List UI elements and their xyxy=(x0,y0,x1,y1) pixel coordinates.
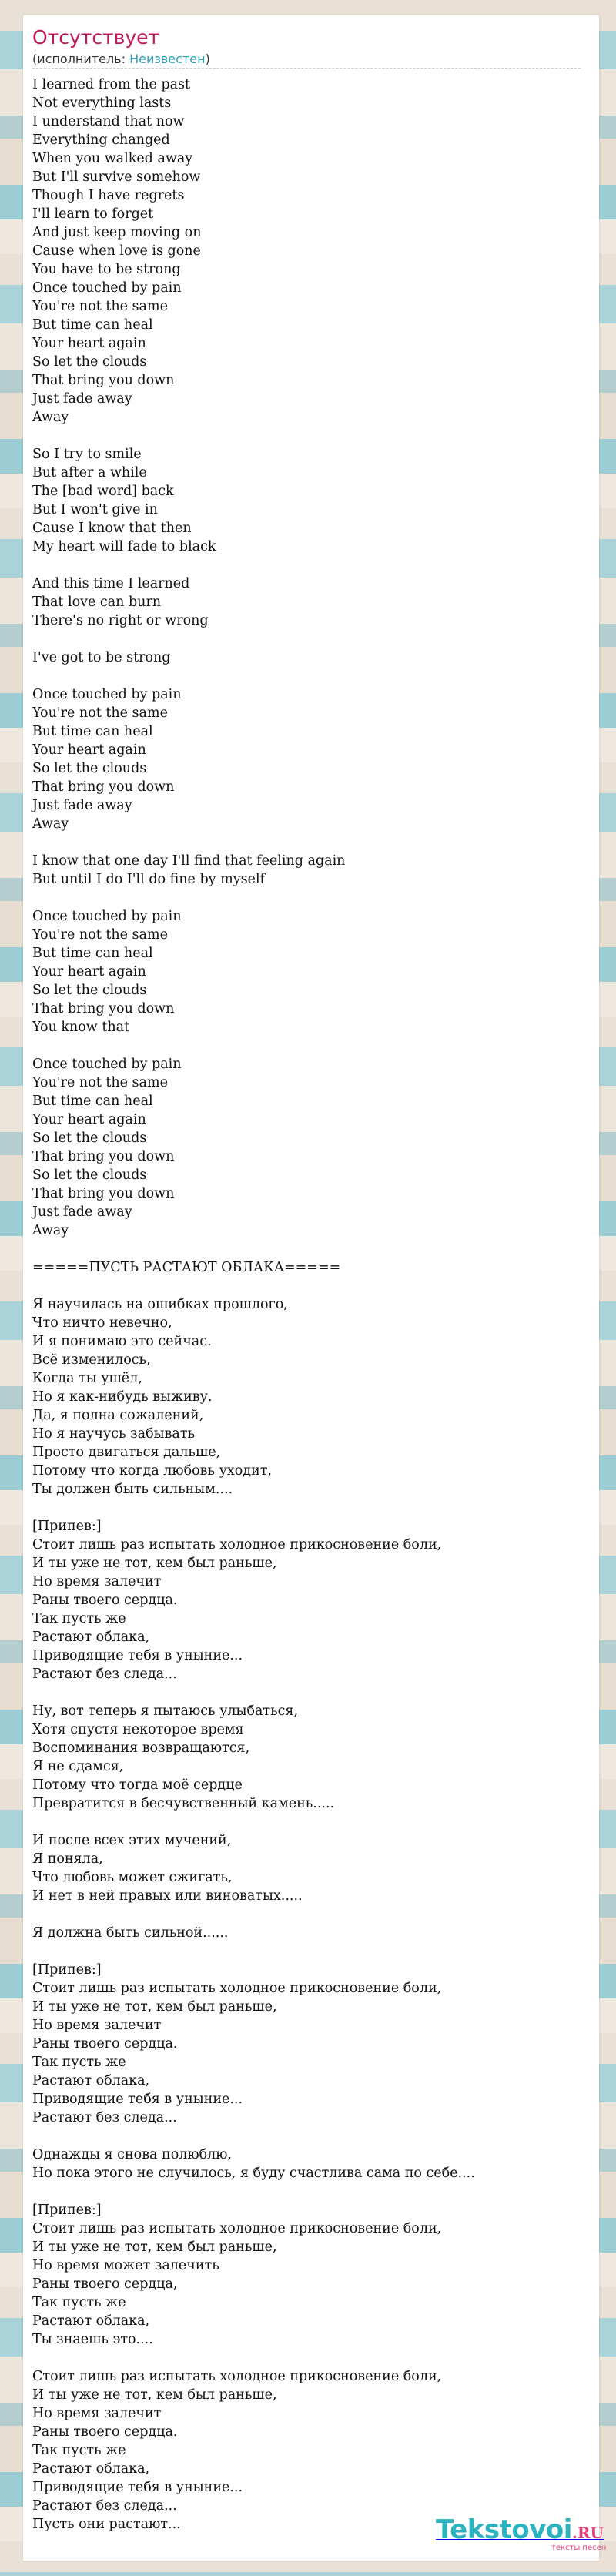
lyric-line: Once touched by pain xyxy=(32,280,182,296)
lyric-line: Но время залечит xyxy=(32,2406,162,2421)
lyric-line: Хотя спустя некоторое время xyxy=(32,1722,244,1737)
lyric-line: You're not the same xyxy=(32,299,168,314)
lyric-line: So let the clouds xyxy=(32,761,147,776)
lyric-line: I understand that now xyxy=(32,114,185,129)
lyric-line: Приводящие тебя в уныние... xyxy=(32,1648,243,1663)
logo-name: Tekstovoi xyxy=(436,2514,572,2545)
lyric-line: I'll learn to forget xyxy=(32,206,154,222)
lyric-blank-line xyxy=(32,1942,587,1961)
lyric-line: Растают без следа... xyxy=(32,2498,177,2514)
lyric-line: The [bad word] back xyxy=(32,484,174,499)
lyric-line: That bring you down xyxy=(32,1001,175,1017)
lyric-line: [Припев:] xyxy=(32,2202,102,2218)
site-logo[interactable] xyxy=(436,2514,605,2561)
lyric-line: Ты знаешь это.... xyxy=(32,2332,153,2347)
lyric-line: You have to be strong xyxy=(32,262,181,277)
lyric-line: Превратится в бесчувственный камень..... xyxy=(32,1796,335,1811)
lyric-line: Я не сдамся, xyxy=(32,1759,124,1774)
lyric-line: Так пусть же xyxy=(32,1611,126,1626)
lyric-line: Not everything lasts xyxy=(32,95,172,111)
lyric-line: But time can heal xyxy=(32,724,153,739)
lyric-line: I've got to be strong xyxy=(32,650,171,665)
lyric-line: Стоит лишь раз испытать холодное прикосновение боли, xyxy=(32,2369,442,2384)
lyric-line: Cause I know that then xyxy=(32,521,192,536)
lyric-line: Раны твоего сердца. xyxy=(32,2424,178,2440)
lyric-line: И ты уже не тот, кем был раньше, xyxy=(32,1556,277,1571)
lyric-line: И ты уже не тот, кем был раньше, xyxy=(32,1999,277,2015)
lyric-blank-line xyxy=(32,833,587,852)
lyric-line: And this time I learned xyxy=(32,576,190,591)
logo-tagline: тексты песен xyxy=(551,2544,607,2552)
lyrics-sheet xyxy=(23,15,599,2561)
lyric-line: Растают облака, xyxy=(32,1630,150,1645)
lyric-line: Но время залечит xyxy=(32,1574,162,1589)
lyric-line: Once touched by pain xyxy=(32,909,182,924)
lyric-line: Потому что когда любовь уходит, xyxy=(32,1463,273,1479)
lyric-line: И нет в ней правых или виноватых..... xyxy=(32,1888,303,1904)
lyric-line: Your heart again xyxy=(32,964,146,980)
lyric-line: That love can burn xyxy=(32,595,162,610)
header-divider xyxy=(32,68,581,69)
lyric-blank-line xyxy=(32,1499,587,1517)
lyric-blank-line xyxy=(32,1277,587,1295)
lyric-blank-line xyxy=(32,1683,587,1702)
lyric-line: So let the clouds xyxy=(32,1131,147,1146)
lyric-line: So let the clouds xyxy=(32,983,147,998)
lyric-line: Растают облака, xyxy=(32,2313,150,2329)
lyric-line: Стоит лишь раз испытать холодное прикосновение боли, xyxy=(32,1981,442,1996)
lyric-line: Стоит лишь раз испытать холодное прикосновение боли, xyxy=(32,2221,442,2236)
lyric-line: Раны твоего сердца. xyxy=(32,1593,178,1608)
lyric-line: Так пусть же xyxy=(32,2295,126,2310)
lyric-line: That bring you down xyxy=(32,779,175,795)
lyric-line: [Припев:] xyxy=(32,1519,102,1534)
lyric-line: Just fade away xyxy=(32,798,132,813)
lyric-line: Приводящие тебя в уныние... xyxy=(32,2480,243,2495)
lyric-line: Я научилась на ошибках прошлого, xyxy=(32,1297,288,1312)
lyric-line: Воспоминания возвращаются, xyxy=(32,1740,250,1756)
lyric-line: So let the clouds xyxy=(32,1167,147,1183)
lyric-line: Растают облака, xyxy=(32,2073,150,2089)
lyric-line: =====ПУСТЬ РАСТАЮТ ОБЛАКА===== xyxy=(32,1260,341,1275)
lyric-line: But time can heal xyxy=(32,1094,153,1109)
lyric-line: Your heart again xyxy=(32,1112,146,1127)
lyric-blank-line xyxy=(32,2127,587,2146)
lyric-line: Приводящие тебя в уныние... xyxy=(32,2092,243,2107)
lyric-line: Away xyxy=(32,1223,69,1238)
lyric-line: Away xyxy=(32,410,69,425)
lyric-line: Раны твоего сердца. xyxy=(32,2036,178,2052)
lyric-line: Away xyxy=(32,816,69,832)
lyric-line: That bring you down xyxy=(32,1186,175,1201)
lyric-blank-line xyxy=(32,1905,587,1924)
lyric-line: Just fade away xyxy=(32,1204,132,1220)
song-title: Отсутствует xyxy=(32,26,160,49)
lyric-line: But I won't give in xyxy=(32,502,158,518)
lyric-line: Но пока этого не случилось, я буду счастлива сама по себе.... xyxy=(32,2166,475,2181)
lyric-line: You're not the same xyxy=(32,927,168,943)
lyric-line: And just keep moving on xyxy=(32,225,202,240)
lyric-blank-line xyxy=(32,2182,587,2201)
lyric-blank-line xyxy=(32,2349,587,2367)
lyric-line: Just fade away xyxy=(32,391,132,407)
lyric-line: Растают без следа... xyxy=(32,1667,177,1682)
lyric-line: That bring you down xyxy=(32,1149,175,1164)
lyric-blank-line xyxy=(32,1813,587,1831)
lyric-line: И ты уже не тот, кем был раньше, xyxy=(32,2387,277,2403)
lyric-line: Всё изменилось, xyxy=(32,1352,151,1368)
lyric-line: Потому что тогда моё сердце xyxy=(32,1777,243,1793)
lyric-line: When you walked away xyxy=(32,151,193,166)
lyric-line: Что любовь может сжигать, xyxy=(32,1870,233,1885)
lyric-line: Ну, вот теперь я пытаюсь улыбаться, xyxy=(32,1703,299,1719)
lyric-line: Пусть они растают... xyxy=(32,2517,181,2532)
artist-suffix: ) xyxy=(205,52,210,66)
lyric-blank-line xyxy=(32,889,587,907)
lyric-line: I learned from the past xyxy=(32,77,191,92)
lyric-line: Cause when love is gone xyxy=(32,243,201,259)
logo-tld: .RU xyxy=(571,2524,604,2542)
lyric-line: Что ничто невечно, xyxy=(32,1315,172,1331)
lyrics-text xyxy=(32,75,587,2534)
lyric-line: И ты уже не тот, кем был раньше, xyxy=(32,2239,277,2255)
lyric-line: Everything changed xyxy=(32,132,170,148)
lyric-line: Раны твоего сердца, xyxy=(32,2276,178,2292)
lyric-line: Когда ты ушёл, xyxy=(32,1371,142,1386)
lyric-line: Просто двигаться дальше, xyxy=(32,1445,221,1460)
lyric-line: Но я научусь забывать xyxy=(32,1426,196,1442)
lyric-blank-line xyxy=(32,427,587,445)
lyric-line: И после всех этих мучений, xyxy=(32,1833,232,1848)
lyric-line: My heart will fade to black xyxy=(32,539,216,554)
lyric-line: Но время залечит xyxy=(32,2018,162,2033)
lyric-line: Но я как-нибудь выживу. xyxy=(32,1389,213,1405)
lyric-line: You know that xyxy=(32,1020,130,1035)
lyric-line: Я поняла, xyxy=(32,1851,103,1867)
artist-prefix: (исполнитель: xyxy=(32,52,130,66)
lyric-line: Ты должен быть сильным.... xyxy=(32,1482,233,1497)
lyric-line: Your heart again xyxy=(32,336,146,351)
lyric-line: Your heart again xyxy=(32,742,146,758)
lyric-line: Стоит лишь раз испытать холодное прикосновение боли, xyxy=(32,1537,442,1553)
lyric-line: But until I do I'll do fine by myself xyxy=(32,872,266,887)
lyric-blank-line xyxy=(32,556,587,574)
lyric-line: Растают облака, xyxy=(32,2461,150,2477)
lyric-line: Though I have regrets xyxy=(32,188,185,203)
lyric-blank-line xyxy=(32,1240,587,1258)
lyric-line: That bring you down xyxy=(32,373,175,388)
lyric-blank-line xyxy=(32,667,587,685)
lyric-line: Да, я полна сожалений, xyxy=(32,1408,204,1423)
lyric-line: You're not the same xyxy=(32,1075,168,1090)
lyric-line: But after a while xyxy=(32,465,147,481)
lyric-line: So let the clouds xyxy=(32,354,147,370)
lyric-line: Так пусть же xyxy=(32,2055,126,2070)
lyric-line: [Припев:] xyxy=(32,1962,102,1978)
lyric-line: But time can heal xyxy=(32,946,153,961)
lyric-blank-line xyxy=(32,630,587,648)
lyric-line: Однажды я снова полюблю, xyxy=(32,2147,233,2162)
lyric-line: But time can heal xyxy=(32,317,153,333)
lyric-line: But I'll survive somehow xyxy=(32,169,201,185)
lyric-line: I know that one day I'll find that feeling again xyxy=(32,853,346,869)
lyric-line: Once touched by pain xyxy=(32,687,182,702)
artist-link[interactable]: Неизвестен xyxy=(129,52,206,66)
lyric-line: So I try to smile xyxy=(32,447,142,462)
lyric-line: Once touched by pain xyxy=(32,1057,182,1072)
lyric-line: There's no right or wrong xyxy=(32,613,209,628)
lyric-blank-line xyxy=(32,1037,587,1055)
lyric-line: Так пусть же xyxy=(32,2443,126,2458)
lyric-line: И я понимаю это сейчас. xyxy=(32,1334,212,1349)
lyric-line: Но время может залечить xyxy=(32,2258,219,2273)
lyric-line: You're not the same xyxy=(32,705,168,721)
artist-line xyxy=(32,52,210,67)
lyric-line: Я должна быть сильной...... xyxy=(32,1925,229,1941)
lyric-line: Растают без следа... xyxy=(32,2110,177,2125)
